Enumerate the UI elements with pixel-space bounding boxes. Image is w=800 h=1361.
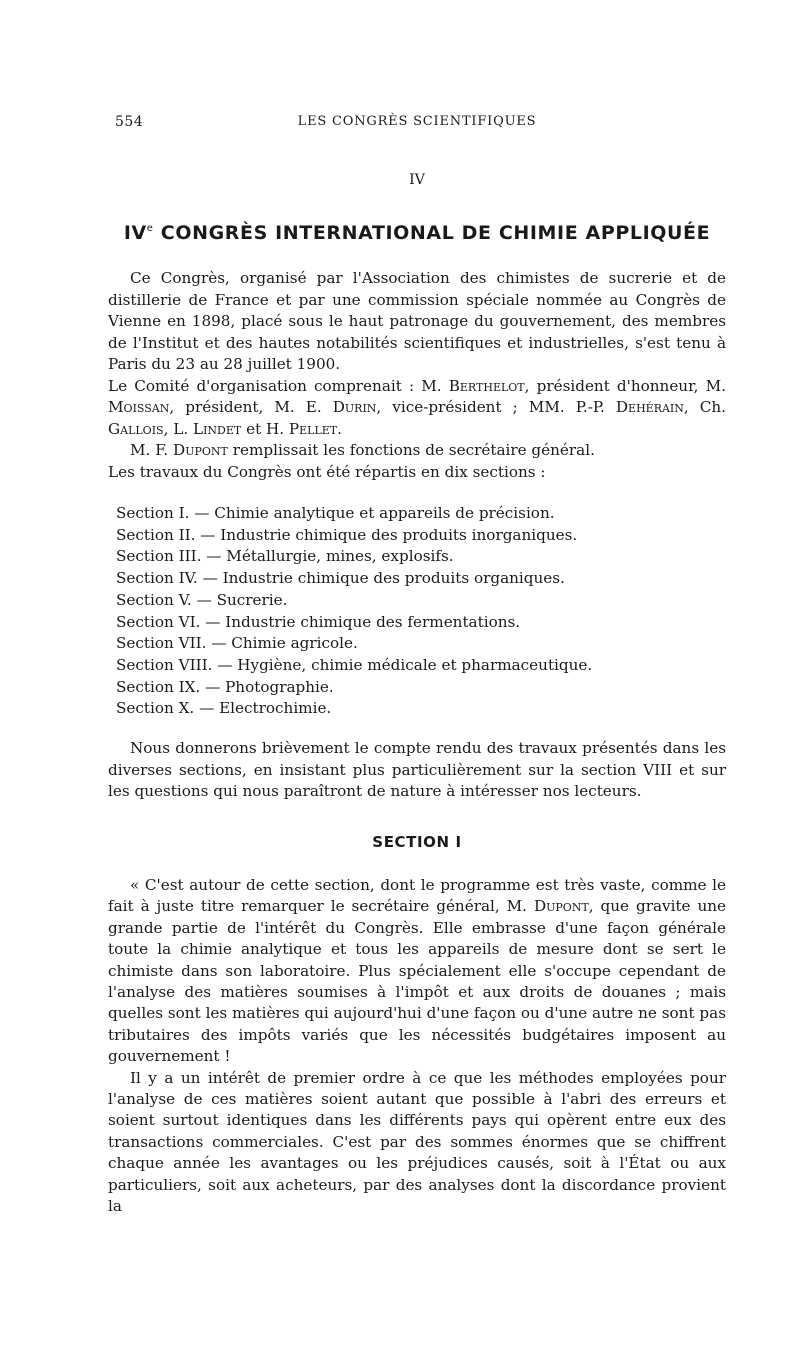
committee-text-6: et H. [241,419,285,438]
section-one-p1-pre: « C'est autour de cette section, dont le programme est très vaste, comme le fait à juste titre remarquer le secrétaire général, M. [108,876,726,916]
name-durin: Durin [332,398,377,416]
name-gallois: Gallois [108,419,164,438]
title-superscript: e [146,223,154,234]
list-item: Section X. — Electrochimie. [116,699,332,718]
page-number: 554 [115,114,144,130]
summary-paragraph: Nous donnerons brièvement le compte rendu des travaux présentés dans les diverses sections, en insistant plus particulièrement sur la section VIII et sur les questions qui nous paraîtront de nature à intéresser nos lecteurs. [108,739,726,800]
list-item: Section I. — Chimie analytique et appareils de précision. [116,504,555,522]
name-berthelot: Berthelot [448,376,525,395]
secretary-paragraph [108,440,726,462]
name-pellet: Pellet [288,419,338,438]
committee-text-1: , président d'honneur, M. [524,376,727,395]
list-item: Section V. — Sucrerie. [116,590,288,609]
section-one-p1-post: , que gravite une grande partie de l'intérêt du Congrès. Elle embrasse d'une façon générale toute la chimie analytique et tous les appareils de mesure dont se sert le chimiste dans son laboratoire. Plus spécialement elle s'occupe cependant de l'analyse des matières soumises à l'impôt et aux droits de douanes ; mais quelles sont les matières qui aujourd'hui d'une façon ou d'une autre ne sont pas tributaires des impôts variés que les nécessités budgétaires imposent au gouvernement ! [108,897,727,1066]
title-prefix: IV [123,222,147,244]
list-item: Section VII. — Chimie agricole. [116,634,358,653]
intro-paragraph: Ce Congrès, organisé par l'Association des chimistes de sucrerie et de distillerie de France et par une commission spéciale nommée au Congrès de Vienne en 1898, placé sous le haut patronage du gouvernement, des membres de l'Institut et des hautes notabilités scientifiques et industrielles, s'est tenu à Paris du 23 au 28 juillet 1900. [108,269,726,373]
name-deherain: Dehérain [615,398,684,416]
list-item: Section III. — Métallurgie, mines, explosifs. [116,547,454,566]
intro-text [108,268,726,483]
section-one-paragraph-1 [108,875,726,1068]
secretary-post: remplissait les fonctions de secrétaire général. [232,441,595,459]
distribution-paragraph: Les travaux du Congrès ont été répartis en dix sections : [108,462,546,481]
list-item: Section VIII. — Hygiène, chimie médicale et pharmaceutique. [116,655,593,674]
committee-intro: Le Comité d'organisation comprenait : M. [108,376,442,395]
committee-text-5: , L. [163,419,189,438]
list-item: Section II. — Industrie chimique des produits inorganiques. [116,525,578,544]
section-heading: SECTION I [372,833,462,851]
section-one-body [108,875,726,1218]
running-head [108,114,726,136]
committee-text-3: , vice-président ; MM. P.-P. [376,398,605,416]
name-lindet: Lindet [193,419,242,438]
title-rest: CONGRÈS INTERNATIONAL DE CHIMIE APPLIQUÉE [160,222,711,244]
committee-text-7: . [337,419,342,438]
running-title: LES CONGRÈS SCIENTIFIQUES [297,114,537,129]
list-item: Section IX. — Photographie. [116,677,334,696]
secretary-pre: M. F. [130,441,169,459]
committee-text-2: , président, M. E. [169,398,322,416]
congress-title [108,222,726,244]
chapter-number: IV [409,172,425,188]
list-item: Section VI. — Industrie chimique des fermentations. [116,612,521,631]
committee-text-4: , Ch. [683,398,727,416]
committee-paragraph [108,376,726,441]
list-item: Section IV. — Industrie chimique des produits organiques. [116,569,565,588]
section-list [116,503,716,720]
name-moissan: Moissan [108,398,170,416]
name-dupont-2: Dupont [533,897,589,916]
section-one-paragraph-2: Il y a un intérêt de premier ordre à ce que les méthodes employées pour l'analyse de ces matières soient autant que possible à l'abri des erreurs et soient surtout identiques dans les différents pays qui opèrent entre eux des transactions commerciales. C'est par des sommes énormes que se chiffrent chaque année les avantages ou les préjudices causés, soit à l'État ou aux particuliers, soit aux acheteurs, par des analyses dont la discordance provient la [108,1068,726,1216]
name-dupont: Dupont [173,441,228,459]
